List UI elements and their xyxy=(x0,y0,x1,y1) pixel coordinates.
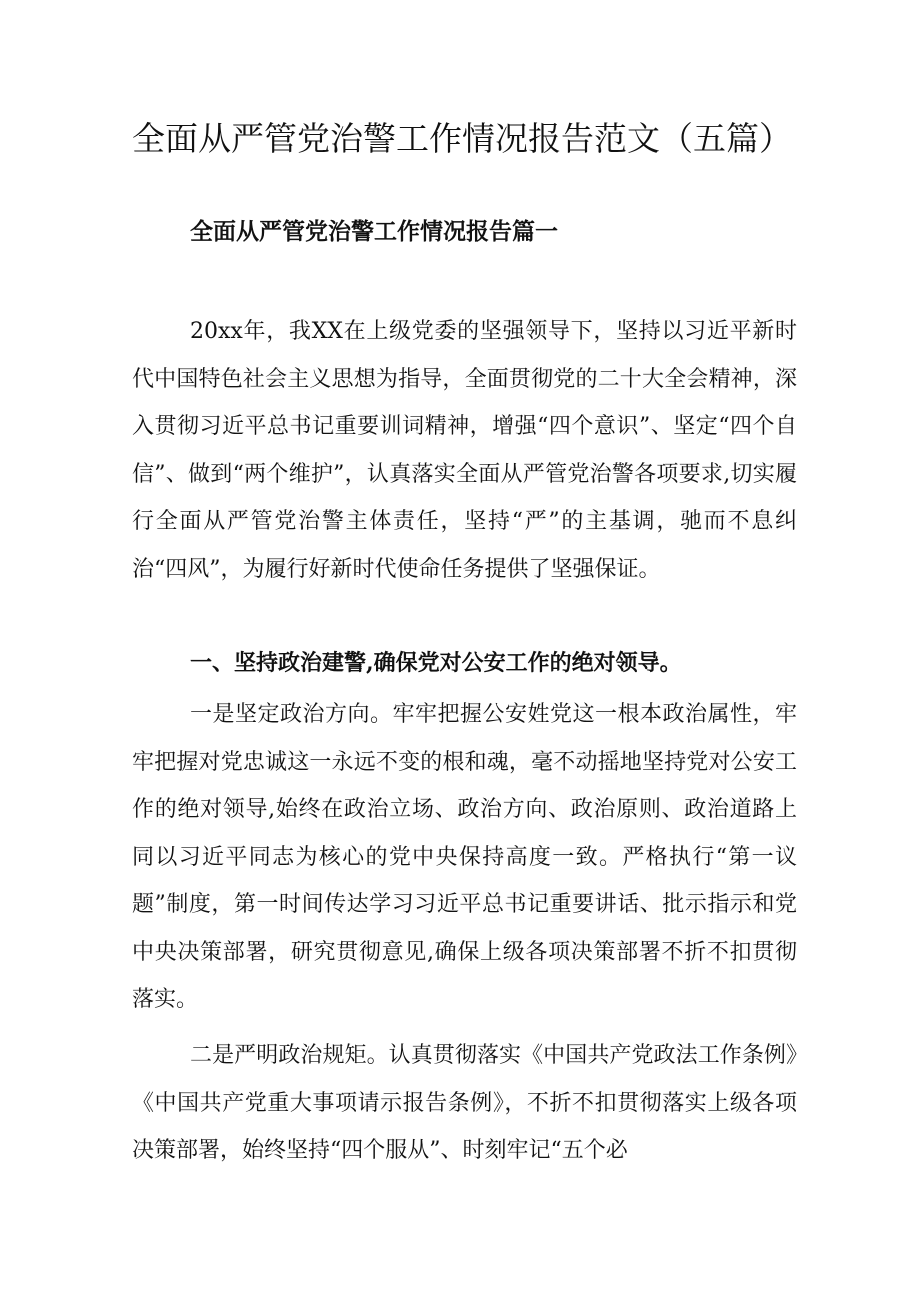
section-paragraph-2: 二是严明政治规矩。认真贯彻落实《中国共产党政法工作条例》《中国共产党重大事项请示报告条例》，不折不扣贯彻落实上级各项决策部署，始终坚持“四个服从”、时刻牢记“五个必 xyxy=(132,1043,797,1163)
document-title: 全面从严管党治警工作情况报告范文（五篇） xyxy=(132,119,792,158)
document-subtitle: 全面从严管党治警工作情况报告篇一 xyxy=(190,218,558,245)
section-paragraph-1: 一是坚定政治方向。牢牢把握公安姓党这一根本政治属性，牢牢把握对党忠诚这一永远不变的根和魂，毫不动摇地坚持党对公安工作的绝对领导,始终在政治立场、政治方向、政治原则、政治道路上同以习近平同志为核心的党中央保持高度一致。严格执行“第一议题”制度，第一时间传达学习习近平总书记重要讲话、批示指示和党中央决策部署，研究贯彻意见,确保上级各项决策部署不折不扣贯彻落实。 xyxy=(132,702,797,1012)
intro-paragraph: 20xx年，我XX在上级党委的坚强领导下，坚持以习近平新时代中国特色社会主义思想为指导，全面贯彻党的二十大全会精神，深入贯彻习近平总书记重要训词精神，增强“四个意识”、坚定“四个自信”、做到“两个维护”，认真落实全面从严管党治警各项要求,切实履行全面从严管党治警主体责任，坚持“严”的主基调，驰而不息纠治“四风”，为履行好新时代使命任务提供了坚强保证。 xyxy=(132,319,797,582)
section-heading: 一、坚持政治建警,确保党对公安工作的绝对领导。 xyxy=(190,650,682,676)
